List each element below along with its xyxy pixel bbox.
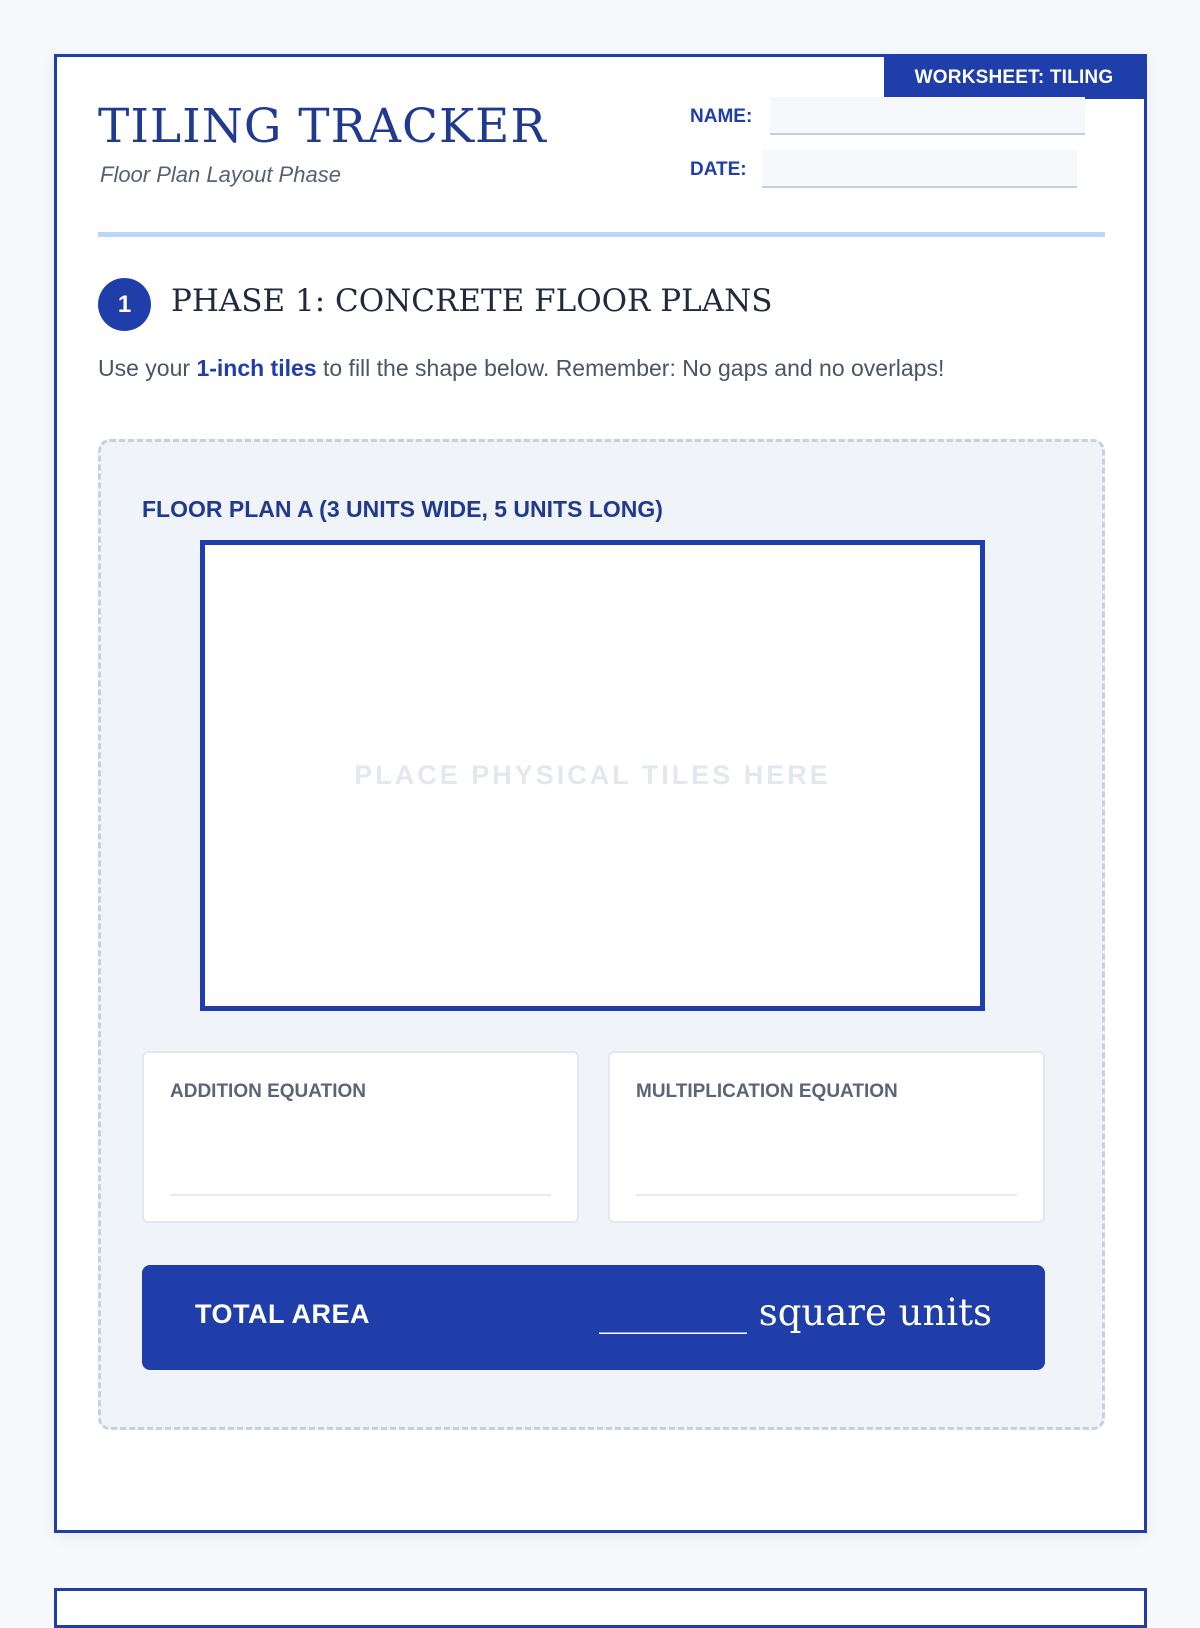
floor-plan-panel [98, 439, 1105, 1430]
floor-plan-label: FLOOR PLAN A (3 UNITS WIDE, 5 UNITS LONG) [142, 496, 663, 522]
addition-answer-line [170, 1194, 551, 1196]
step-number-badge: 1 [98, 278, 151, 331]
worksheet-page [54, 54, 1147, 1533]
multiplication-equation-box[interactable] [608, 1051, 1045, 1223]
total-area-bar [142, 1265, 1045, 1370]
page-title: TILING TRACKER [98, 99, 547, 154]
instructions-before: Use your [98, 355, 197, 381]
name-label: NAME: [690, 106, 753, 127]
addition-equation-label: ADDITION EQUATION [170, 1081, 366, 1102]
instructions-text [98, 355, 944, 382]
name-field[interactable] [770, 97, 1085, 135]
multiplication-equation-label: MULTIPLICATION EQUATION [636, 1081, 898, 1102]
total-area-label: TOTAL AREA [195, 1299, 371, 1329]
phase-title: PHASE 1: CONCRETE FLOOR PLANS [171, 283, 773, 319]
header-divider [98, 232, 1105, 237]
page-subtitle: Floor Plan Layout Phase [100, 162, 341, 187]
addition-equation-box[interactable] [142, 1051, 579, 1223]
multiplication-answer-line [636, 1194, 1017, 1196]
total-area-value[interactable]: ________ square units [598, 1291, 992, 1334]
date-field[interactable] [762, 150, 1077, 188]
tile-placement-area[interactable] [200, 540, 985, 1011]
instructions-after: to fill the shape below. Remember: No gaps and no overlaps! [316, 355, 945, 381]
next-worksheet-page [54, 1588, 1147, 1628]
tile-placeholder-text: PLACE PHYSICAL TILES HERE [354, 760, 831, 790]
date-label: DATE: [690, 159, 747, 180]
worksheet-tag: WORKSHEET: TILING [884, 57, 1144, 99]
instructions-highlight: 1-inch tiles [196, 355, 317, 381]
